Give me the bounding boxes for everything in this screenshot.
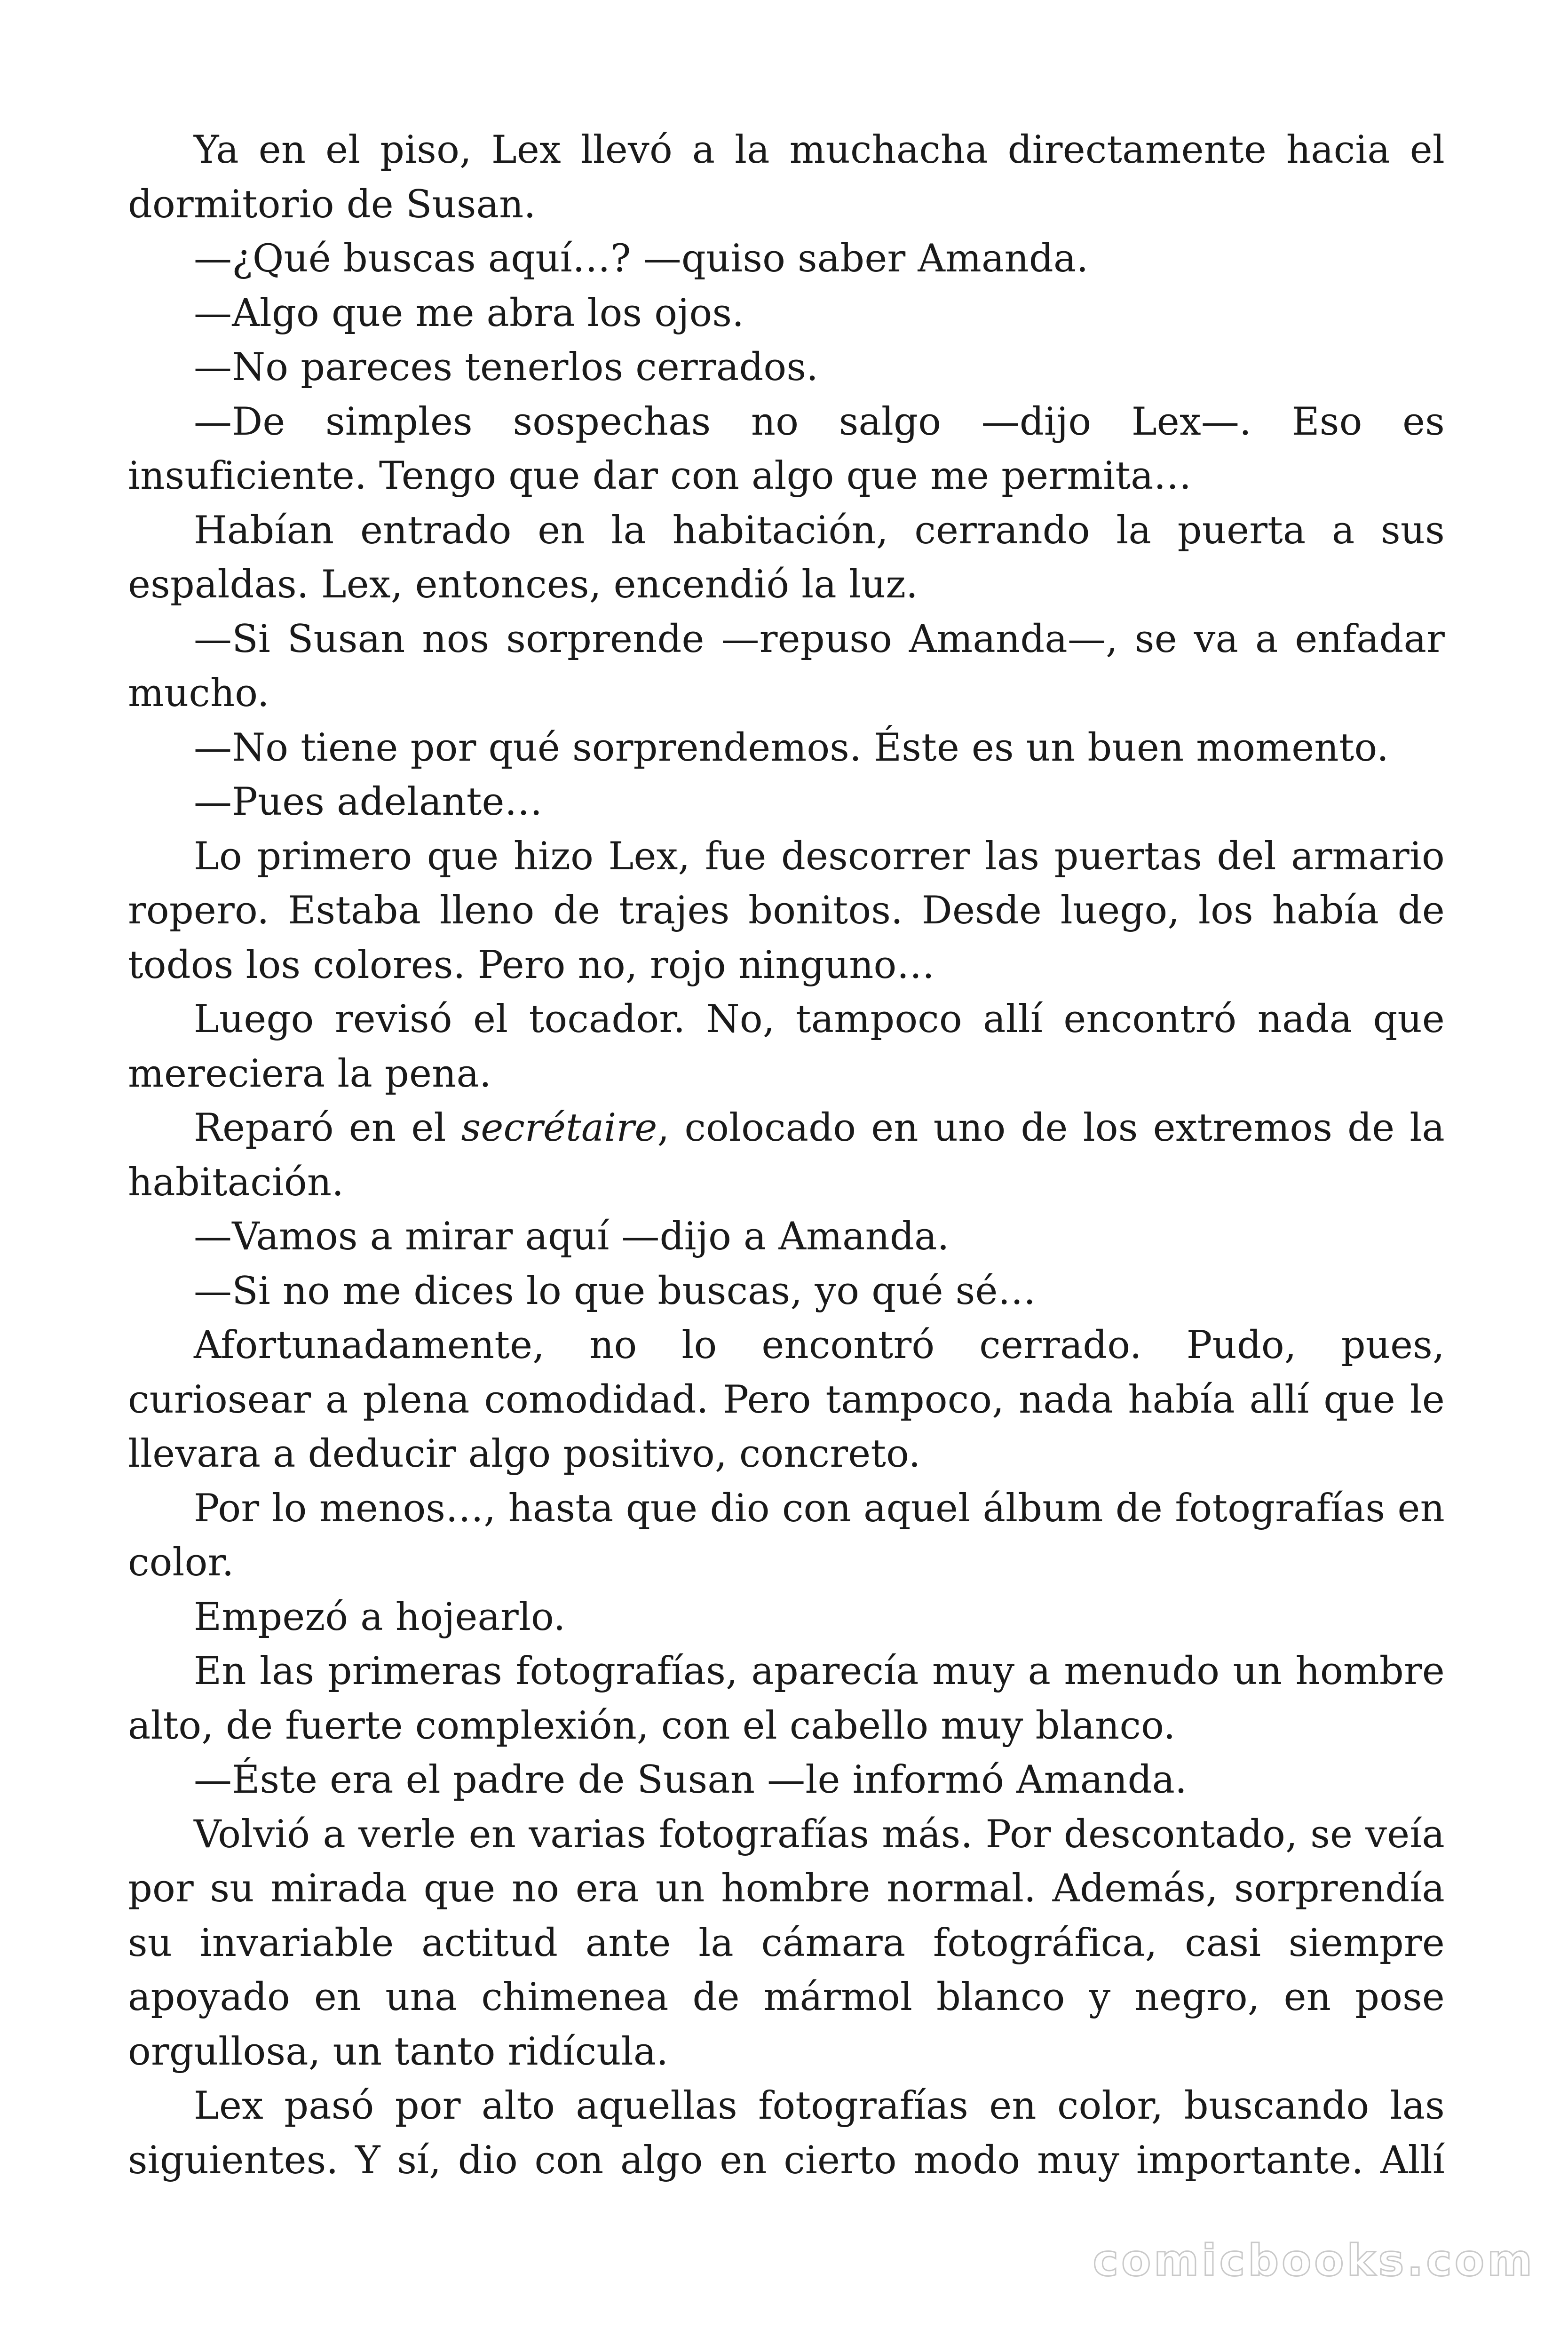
paragraph: Luego revisó el tocador. No, tampoco allí encontró nada que mereciera la pena.: [128, 997, 1445, 1096]
paragraph: Ya en el piso, Lex llevó a la muchacha directamente hacia el dormitorio de Susan.: [128, 128, 1445, 227]
italic-word: secrétaire: [461, 1106, 657, 1150]
paragraph: Lo primero que hizo Lex, fue descorrer las puertas del armario ropero. Estaba lleno de trajes bonitos. Desde luego, los había de todos los colores. Pero no, rojo ninguno…: [128, 834, 1445, 987]
paragraph-text-after: , colocado en uno de los extremos de la habitación.: [128, 1106, 1445, 1205]
paragraph: Empezó a hojearlo.: [194, 1595, 566, 1639]
paragraph: —¿Qué buscas aquí…? —quiso saber Amanda.: [194, 237, 1089, 281]
paragraph: Habían entrado en la habitación, cerrando la puerta a sus espaldas. Lex, entonces, encendió la luz.: [128, 508, 1445, 607]
paragraph: —Vamos a mirar aquí —dijo a Amanda.: [194, 1215, 950, 1259]
paragraph: —No pareces tenerlos cerrados.: [194, 345, 819, 389]
paragraph: —Si no me dices lo que buscas, yo qué sé…: [194, 1269, 1036, 1313]
book-page-text: [128, 123, 1445, 2188]
paragraph: En las primeras fotografías, aparecía muy a menudo un hombre alto, de fuerte complexión, con el cabello muy blanco.: [128, 1649, 1445, 1748]
paragraph-text-before: Reparó en el: [194, 1106, 461, 1150]
paragraph-with-italic: [128, 1101, 1445, 1210]
paragraph: Por lo menos…, hasta que dio con aquel álbum de fotografías en color.: [128, 1486, 1445, 1585]
paragraph: —Si Susan nos sorprende —repuso Amanda—, se va a enfadar mucho.: [128, 617, 1445, 715]
paragraph-continued: Lex pasó por alto aquellas fotografías en color, buscando las siguientes. Y sí, dio con algo en cierto modo muy importante. Allí: [128, 2084, 1445, 2183]
paragraph: Volvió a verle en varias fotografías más. Por descontado, se veía por su mirada que no era un hombre normal. Además, sorprendía su invariable actitud ante la cámara fotográfica, casi siempre apoyado en una chimenea de mármol blanco y negro, en pose orgullosa, un tanto ridícula.: [128, 1812, 1445, 2074]
paragraph: —De simples sospechas no salgo —dijo Lex—. Eso es insuficiente. Tengo que dar con algo que me permita…: [128, 399, 1445, 498]
paragraph: —No tiene por qué sorprendemos. Éste es un buen momento.: [194, 725, 1389, 770]
watermark-logo: comicbooks.com: [1093, 2235, 1535, 2286]
paragraph: —Algo que me abra los ojos.: [194, 291, 744, 335]
paragraph: Afortunadamente, no lo encontró cerrado. Pudo, pues, curiosear a plena comodidad. Pero tampoco, nada había allí que le llevara a deducir algo positivo, concreto.: [128, 1323, 1445, 1476]
paragraph: —Pues adelante…: [194, 780, 543, 824]
paragraph: —Éste era el padre de Susan —le informó Amanda.: [194, 1758, 1188, 1802]
